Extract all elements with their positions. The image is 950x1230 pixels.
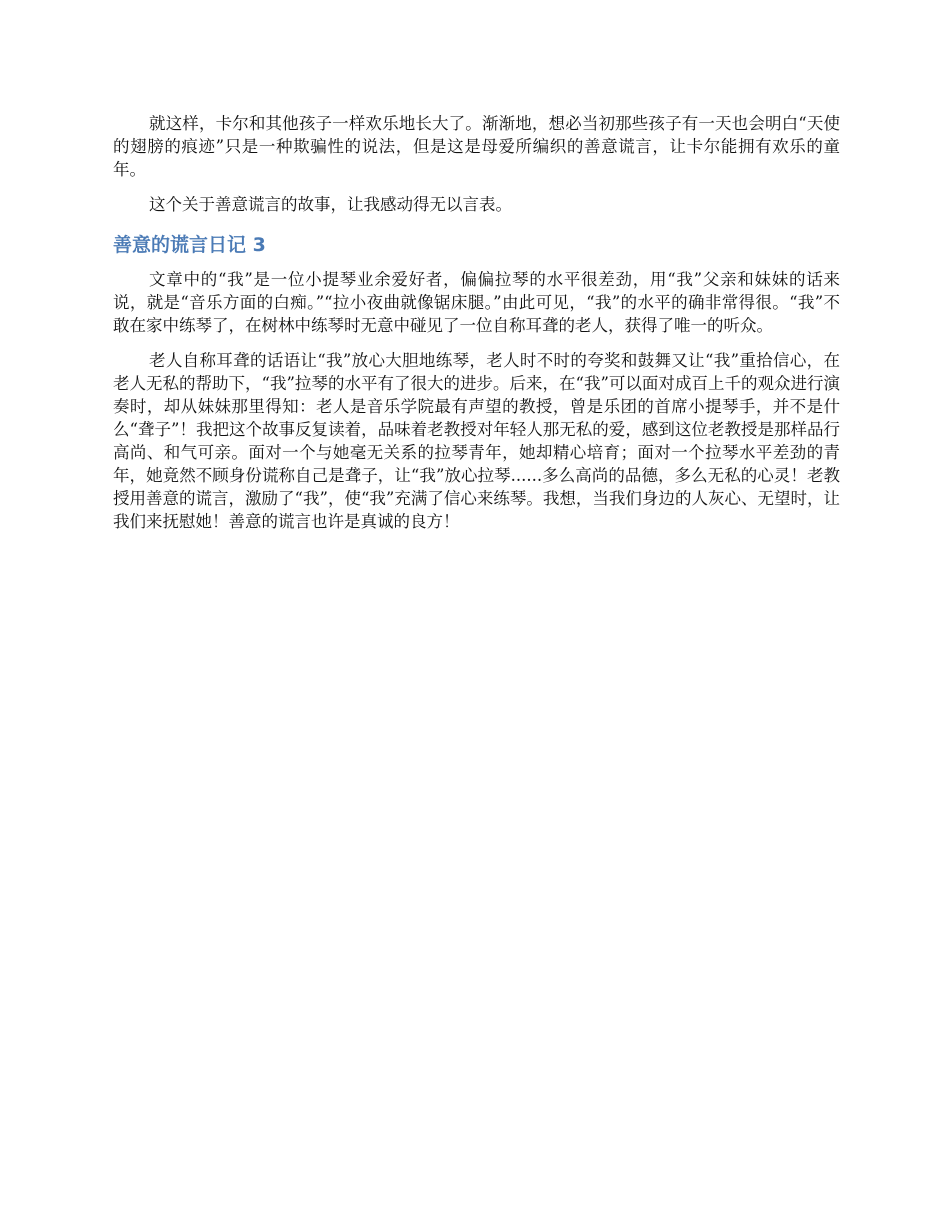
paragraph-violin-amateur: 文章中的“我”是一位小提琴业余爱好者，偏偏拉琴的水平很差劲，用“我”父亲和妹妹的话来说，就是“音乐方面的白痴。”“拉小夜曲就像锯床腿。”由此可见，“我”的水平的确非常得很。“我”不敢在家中练琴了，在树林中练琴时无意中碰见了一位自称耳聋的老人，获得了唯一的听众。 (113, 270, 840, 335)
section-heading-diary-3: 善意的谎言日记 3 (113, 234, 266, 256)
paragraph-karl-grew-up: 就这样，卡尔和其他孩子一样欢乐地长大了。渐渐地，想必当初那些孩子有一天也会明白“天使的翅膀的痕迹”只是一种欺骗性的说法，但是这是母爱所编织的善意谎言，让卡尔能拥有欢乐的童年。 (113, 114, 840, 179)
document-page (113, 112, 840, 545)
paragraph-old-professor: 老人自称耳聋的话语让“我”放心大胆地练琴，老人时不时的夸奖和鼓舞又让“我”重拾信心，在老人无私的帮助下，“我”拉琴的水平有了很大的进步。后来，在“我”可以面对成百上千的观众进行演奏时，却从妹妹那里得知：老人是音乐学院最有声望的教授，曾是乐团的首席小提琴手，并不是什么“聋子”！我把这个故事反复读着，品味着老教授对年轻人那无私的爱，感到这位老教授是那样品行高尚、和气可亲。面对一个与她毫无关系的拉琴青年，她却精心培育；面对一个拉琴水平差劲的青年，她竟然不顾身份谎称自己是聋子，让“我”放心拉琴......多么高尚的品德，多么无私的心灵！老教授用善意的谎言，激励了“我”，使“我”充满了信心来练琴。我想，当我们身边的人灰心、无望时，让我们来抚慰她！善意的谎言也许是真诚的良方！ (113, 351, 840, 531)
paragraph-moved-by-story: 这个关于善意谎言的故事，让我感动得无以言表。 (149, 195, 512, 214)
